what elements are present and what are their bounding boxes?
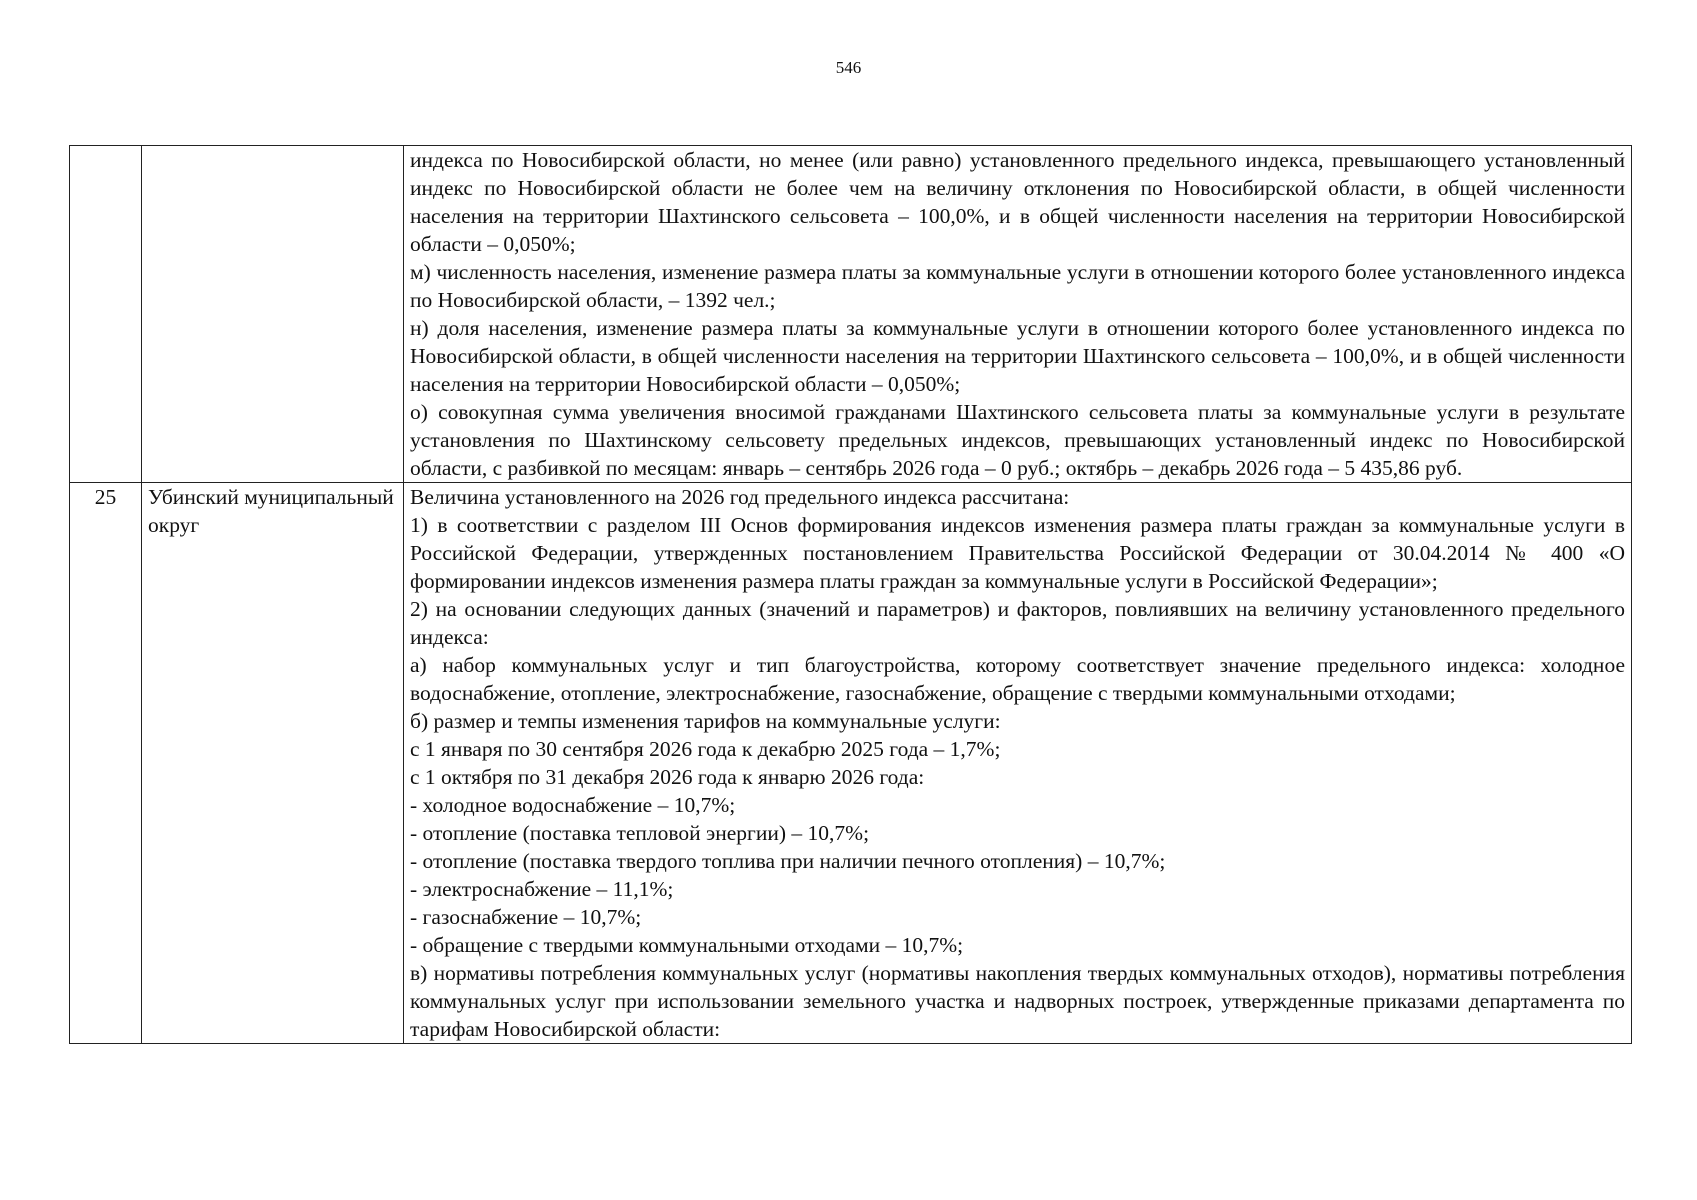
row-description-cell	[404, 146, 1632, 483]
paragraph: о) совокупная сумма увеличения вносимой гражданами Шахтинского сельсовета платы за коммунальные услуги в результате установления по Шахтинскому сельсовету предельных индексов, превышающих установленный индекс по Новосибирской области, с разбивкой по месяцам: январь – сентябрь 2026 года – 0 руб.; октябрь – декабрь 2026 года – 5 435,86 руб.	[410, 400, 1625, 480]
table-row	[70, 483, 1632, 1044]
paragraph: м) численность населения, изменение размера платы за коммунальные услуги в отношении которого более установленного индекса по Новосибирской области, – 1392 чел.;	[410, 260, 1625, 312]
paragraph: а) набор коммунальных услуг и тип благоустройства, которому соответствует значение предельного индекса: холодное водоснабжение, отопление, электроснабжение, газоснабжение, обращение с твердыми коммунальными отходами;	[410, 653, 1625, 705]
paragraph: с 1 октября по 31 декабря 2026 года к январю 2026 года:	[410, 765, 925, 789]
paragraph: с 1 января по 30 сентября 2026 года к декабрю 2025 года – 1,7%;	[410, 737, 1001, 761]
paragraph: н) доля населения, изменение размера платы за коммунальные услуги в отношении которого более установленного индекса по Новосибирской области, в общей численности населения на территории Шахтинского сельсовета – 100,0%, и в общей численности населения на территории Новосибирской области – 0,050%;	[410, 316, 1625, 396]
paragraph: Величина установленного на 2026 год предельного индекса рассчитана:	[410, 485, 1070, 509]
document-table	[69, 145, 1632, 1044]
paragraph: - газоснабжение – 10,7%;	[410, 905, 642, 929]
table-row	[70, 146, 1632, 483]
paragraph: - отопление (поставка твердого топлива при наличии печного отопления) – 10,7%;	[410, 849, 1166, 873]
paragraph: - отопление (поставка тепловой энергии) – 10,7%;	[410, 821, 870, 845]
paragraph: б) размер и темпы изменения тарифов на коммунальные услуги:	[410, 709, 1001, 733]
paragraph: индекса по Новосибирской области, но менее (или равно) установленного предельного индекса, превышающего установленный индекс по Новосибирской области не более чем на величину отклонения по Новосибирской области, в общей численности населения на территории Шахтинского сельсовета – 100,0%, и в общей численности населения на территории Новосибирской области – 0,050%;	[410, 148, 1625, 256]
row-number-cell	[70, 146, 142, 483]
paragraph: - холодное водоснабжение – 10,7%;	[410, 793, 736, 817]
row-name-cell: Убинский муниципальный округ	[142, 483, 404, 1044]
paragraph: 2) на основании следующих данных (значений и параметров) и факторов, повлиявших на величину установленного предельного индекса:	[410, 597, 1625, 649]
paragraph: - электроснабжение – 11,1%;	[410, 877, 674, 901]
paragraph: в) нормативы потребления коммунальных услуг (нормативы накопления твердых коммунальных отходов), нормативы потребления коммунальных услуг при использовании земельного участка и надворных построек, утвержденные приказами департамента по тарифам Новосибирской области:	[410, 961, 1625, 1041]
row-number-cell: 25	[70, 483, 142, 1044]
paragraph: - обращение с твердыми коммунальными отходами – 10,7%;	[410, 933, 964, 957]
row-description-cell	[404, 483, 1632, 1044]
paragraph: 1) в соответствии с разделом III Основ формирования индексов изменения размера платы граждан за коммунальные услуги в Российской Федерации, утвержденных постановлением Правительства Российской Федерации от 30.04.2014 № 400 «О формировании индексов изменения размера платы граждан за коммунальные услуги в Российской Федерации»;	[410, 513, 1625, 593]
row-name-cell	[142, 146, 404, 483]
page-number: 546	[835, 58, 862, 77]
